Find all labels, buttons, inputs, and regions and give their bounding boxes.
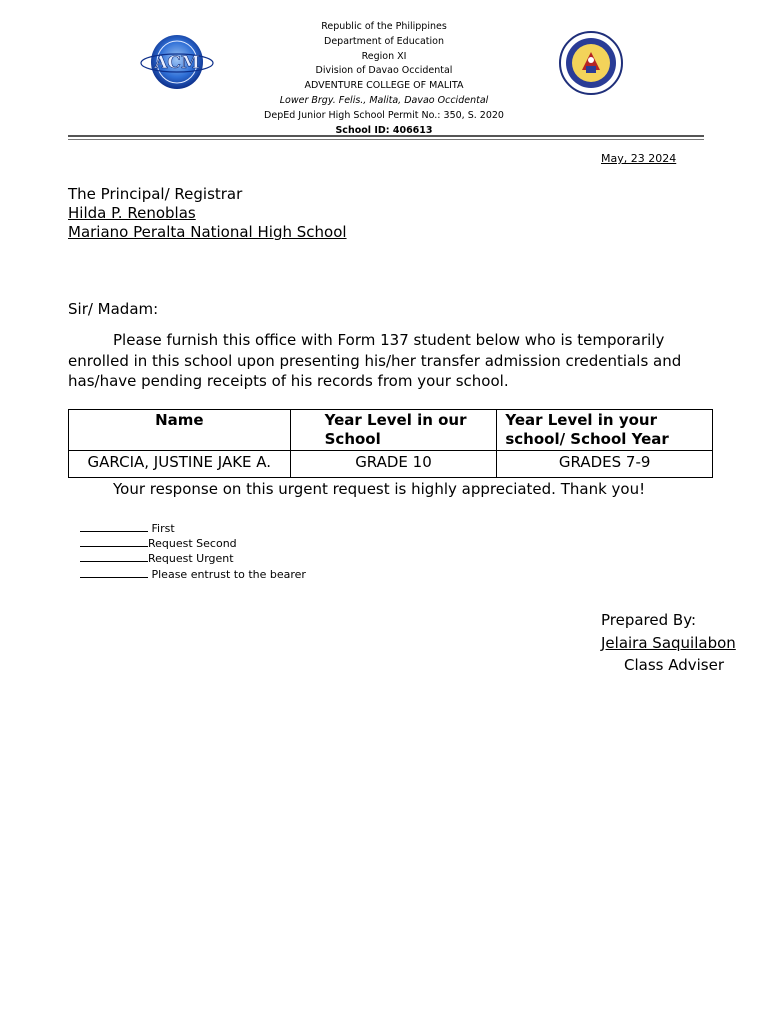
recipient-school: Mariano Peralta National High School [68, 223, 347, 241]
salutation: Sir/ Madam: [68, 300, 159, 318]
list-item [80, 521, 306, 536]
list-item-label: First [148, 522, 175, 535]
letterhead [0, 20, 768, 138]
table-cell: GRADE 10 [290, 451, 497, 478]
table-header-row [69, 410, 713, 451]
signature-block [601, 609, 736, 677]
letterhead-permit: DepEd Junior High School Permit No.: 350, S. 2020 [264, 109, 504, 121]
table-cell: GRADES 7-9 [497, 451, 713, 478]
table-cell: GARCIA, JUSTINE JAKE A. [69, 451, 291, 478]
student-table [68, 409, 713, 478]
blank-line [80, 551, 148, 562]
blank-line [80, 521, 148, 532]
signature-role: Class Adviser [624, 656, 725, 674]
letterhead-line: Department of Education [324, 35, 444, 47]
table-row [69, 451, 713, 478]
signature-name: Jelaira Saquilabon [601, 633, 736, 652]
recipient-title: The Principal/ Registrar [68, 185, 243, 203]
list-item-label: Request Urgent [148, 552, 234, 566]
closing-line: Your response on this urgent request is highly appreciated. Thank you! [113, 480, 646, 498]
signature-label: Prepared By: [601, 611, 697, 629]
table-header: Year Level in your school/ School Year [497, 410, 713, 451]
letter-date: May, 23 2024 [601, 152, 677, 165]
header-divider [68, 139, 704, 140]
letterhead-school-id: School ID: 406613 [335, 124, 433, 136]
letterhead-line: Republic of the Philippines [321, 21, 447, 32]
blank-line [80, 536, 148, 547]
list-item-label: Please entrust to the bearer [148, 567, 306, 581]
blank-line [80, 567, 148, 578]
letterhead-line: Region XI [361, 50, 407, 62]
recipient-block [68, 185, 347, 242]
letterhead-line: Division of Davao Occidental [315, 65, 453, 77]
letterhead-address: Lower Brgy. Felis., Malita, Davao Occidental [279, 94, 489, 106]
letterhead-line: ADVENTURE COLLEGE OF MALITA [304, 80, 464, 92]
recipient-name: Hilda P. Renoblas [68, 204, 196, 222]
table-header: Name [69, 410, 291, 451]
list-item-label: Request Second [148, 537, 237, 551]
header-divider [68, 135, 704, 137]
list-item [80, 567, 306, 582]
list-item [80, 536, 306, 551]
letter-body: Please furnish this office with Form 137 student below who is temporarily enrolled in this school upon presenting his/her transfer admission credentials and has/have pending receipts of his records from your school. [68, 331, 682, 390]
list-item [80, 551, 306, 566]
request-checklist [80, 521, 306, 582]
svg-text:ACM: ACM [154, 53, 200, 73]
table-header: Year Level in our School [290, 410, 497, 451]
